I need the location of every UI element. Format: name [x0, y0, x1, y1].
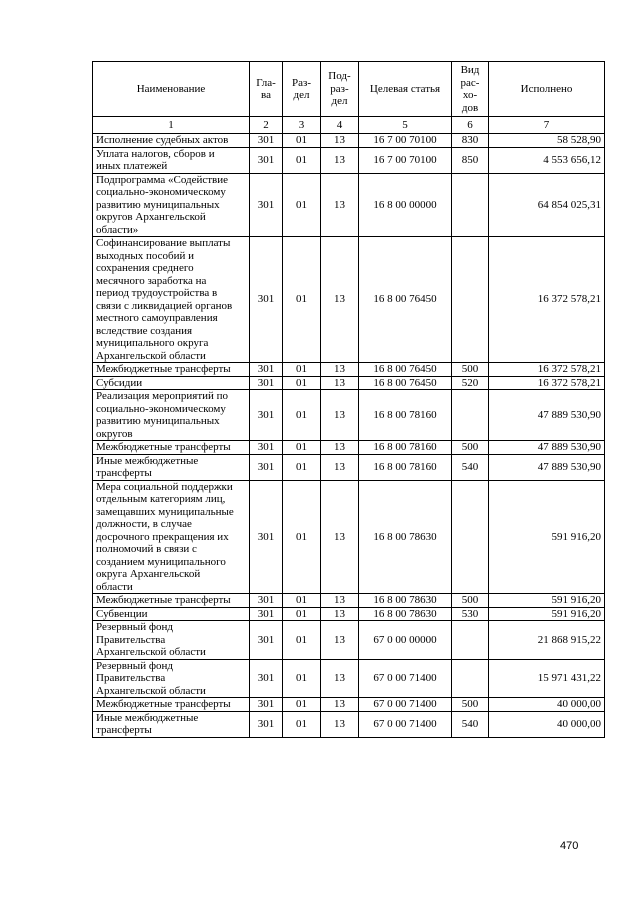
row-name: Уплата налогов, сборов и иных платежей — [93, 147, 250, 173]
row-amount: 58 528,90 — [489, 134, 605, 148]
row-name: Субвенции — [93, 607, 250, 621]
row-amount: 40 000,00 — [489, 711, 605, 737]
table-row — [93, 376, 605, 390]
row-razdel: 01 — [283, 594, 321, 608]
row-razdel: 01 — [283, 480, 321, 594]
row-statya: 16 8 00 78160 — [359, 441, 452, 455]
budget-execution-table — [92, 61, 605, 738]
row-vid — [452, 480, 489, 594]
row-glava: 301 — [250, 607, 283, 621]
row-amount: 47 889 530,90 — [489, 441, 605, 455]
row-name: Иные межбюджетные трансферты — [93, 711, 250, 737]
row-vid: 500 — [452, 594, 489, 608]
row-podrazdel: 13 — [321, 698, 359, 712]
row-glava: 301 — [250, 594, 283, 608]
row-podrazdel: 13 — [321, 607, 359, 621]
row-glava: 301 — [250, 390, 283, 441]
row-podrazdel: 13 — [321, 147, 359, 173]
column-number: 7 — [489, 117, 605, 134]
table-row — [93, 173, 605, 237]
row-name: Иные межбюджетные трансферты — [93, 454, 250, 480]
row-podrazdel: 13 — [321, 480, 359, 594]
row-glava: 301 — [250, 173, 283, 237]
page-number: 470 — [560, 840, 579, 852]
row-amount: 40 000,00 — [489, 698, 605, 712]
row-podrazdel: 13 — [321, 376, 359, 390]
row-podrazdel: 13 — [321, 659, 359, 698]
row-podrazdel: 13 — [321, 454, 359, 480]
table-row — [93, 454, 605, 480]
header-cell-razdel: Раз- дел — [283, 62, 321, 117]
row-vid: 520 — [452, 376, 489, 390]
table-row — [93, 607, 605, 621]
row-vid: 850 — [452, 147, 489, 173]
row-glava: 301 — [250, 621, 283, 660]
row-name: Межбюджетные трансферты — [93, 441, 250, 455]
row-amount: 47 889 530,90 — [489, 454, 605, 480]
row-amount: 591 916,20 — [489, 480, 605, 594]
row-podrazdel: 13 — [321, 390, 359, 441]
row-name: Межбюджетные трансферты — [93, 594, 250, 608]
header-cell-vid: Вид рас- хо- дов — [452, 62, 489, 117]
table-row — [93, 698, 605, 712]
row-vid: 500 — [452, 363, 489, 377]
row-vid — [452, 659, 489, 698]
table-body — [93, 134, 605, 738]
row-podrazdel: 13 — [321, 173, 359, 237]
row-amount: 64 854 025,31 — [489, 173, 605, 237]
row-name: Субсидии — [93, 376, 250, 390]
row-glava: 301 — [250, 698, 283, 712]
row-statya: 16 8 00 76450 — [359, 237, 452, 363]
column-number: 2 — [250, 117, 283, 134]
table-row — [93, 390, 605, 441]
header-cell-amount: Исполнено — [489, 62, 605, 117]
row-vid: 530 — [452, 607, 489, 621]
row-glava: 301 — [250, 441, 283, 455]
row-amount: 15 971 431,22 — [489, 659, 605, 698]
table-row — [93, 134, 605, 148]
row-statya: 67 0 00 71400 — [359, 698, 452, 712]
row-amount: 591 916,20 — [489, 594, 605, 608]
row-vid: 540 — [452, 711, 489, 737]
column-number-row — [93, 117, 605, 134]
row-statya: 16 8 00 76450 — [359, 376, 452, 390]
row-statya: 67 0 00 71400 — [359, 659, 452, 698]
row-amount: 16 372 578,21 — [489, 363, 605, 377]
row-razdel: 01 — [283, 607, 321, 621]
row-amount: 16 372 578,21 — [489, 237, 605, 363]
row-amount: 21 868 915,22 — [489, 621, 605, 660]
row-podrazdel: 13 — [321, 594, 359, 608]
row-razdel: 01 — [283, 441, 321, 455]
table-header-row — [93, 62, 605, 117]
row-razdel: 01 — [283, 376, 321, 390]
row-razdel: 01 — [283, 363, 321, 377]
table-row — [93, 147, 605, 173]
row-razdel: 01 — [283, 173, 321, 237]
row-statya: 67 0 00 71400 — [359, 711, 452, 737]
row-name: Резервный фонд Правительства Архангельской области — [93, 621, 250, 660]
header-cell-statya: Целевая статья — [359, 62, 452, 117]
row-podrazdel: 13 — [321, 363, 359, 377]
row-razdel: 01 — [283, 711, 321, 737]
table-row — [93, 594, 605, 608]
row-amount: 47 889 530,90 — [489, 390, 605, 441]
row-amount: 16 372 578,21 — [489, 376, 605, 390]
row-statya: 16 8 00 78630 — [359, 480, 452, 594]
row-statya: 16 8 00 78160 — [359, 390, 452, 441]
row-glava: 301 — [250, 659, 283, 698]
row-glava: 301 — [250, 376, 283, 390]
table-row — [93, 363, 605, 377]
row-podrazdel: 13 — [321, 237, 359, 363]
column-number: 3 — [283, 117, 321, 134]
row-statya: 16 7 00 70100 — [359, 147, 452, 173]
column-number: 1 — [93, 117, 250, 134]
header-cell-podrazdel: Под- раз- дел — [321, 62, 359, 117]
row-razdel: 01 — [283, 659, 321, 698]
row-statya: 16 8 00 76450 — [359, 363, 452, 377]
row-name: Резервный фонд Правительства Архангельской области — [93, 659, 250, 698]
row-razdel: 01 — [283, 621, 321, 660]
row-podrazdel: 13 — [321, 441, 359, 455]
row-podrazdel: 13 — [321, 134, 359, 148]
row-name: Подпрограмма «Содействие социально-экономическому развитию муниципальных округов Архангельской области» — [93, 173, 250, 237]
row-podrazdel: 13 — [321, 621, 359, 660]
row-razdel: 01 — [283, 454, 321, 480]
row-vid: 830 — [452, 134, 489, 148]
row-glava: 301 — [250, 454, 283, 480]
row-glava: 301 — [250, 147, 283, 173]
row-glava: 301 — [250, 480, 283, 594]
row-name: Реализация мероприятий по социально-экономическому развитию муниципальных округов — [93, 390, 250, 441]
row-name: Мера социальной поддержки отдельным категориям лиц, замещавших муниципальные должности, в случае досрочного прекращения их полномочий в связи с созданием муниципального округа Архангельской области — [93, 480, 250, 594]
row-name: Исполнение судебных актов — [93, 134, 250, 148]
row-vid — [452, 390, 489, 441]
row-name: Межбюджетные трансферты — [93, 363, 250, 377]
row-razdel: 01 — [283, 390, 321, 441]
row-statya: 67 0 00 00000 — [359, 621, 452, 660]
row-vid: 540 — [452, 454, 489, 480]
row-vid — [452, 237, 489, 363]
row-glava: 301 — [250, 134, 283, 148]
table-row — [93, 621, 605, 660]
row-vid: 500 — [452, 441, 489, 455]
row-glava: 301 — [250, 711, 283, 737]
header-cell-glava: Гла- ва — [250, 62, 283, 117]
row-razdel: 01 — [283, 237, 321, 363]
table-row — [93, 480, 605, 594]
table-row — [93, 237, 605, 363]
row-glava: 301 — [250, 237, 283, 363]
row-razdel: 01 — [283, 134, 321, 148]
row-vid: 500 — [452, 698, 489, 712]
row-statya: 16 8 00 78630 — [359, 607, 452, 621]
column-number: 4 — [321, 117, 359, 134]
column-number: 6 — [452, 117, 489, 134]
column-number: 5 — [359, 117, 452, 134]
table-row — [93, 441, 605, 455]
row-name: Межбюджетные трансферты — [93, 698, 250, 712]
row-razdel: 01 — [283, 698, 321, 712]
row-razdel: 01 — [283, 147, 321, 173]
row-vid — [452, 173, 489, 237]
table-row — [93, 711, 605, 737]
row-amount: 4 553 656,12 — [489, 147, 605, 173]
row-statya: 16 8 00 00000 — [359, 173, 452, 237]
row-statya: 16 7 00 70100 — [359, 134, 452, 148]
table-row — [93, 659, 605, 698]
row-statya: 16 8 00 78630 — [359, 594, 452, 608]
row-vid — [452, 621, 489, 660]
row-podrazdel: 13 — [321, 711, 359, 737]
row-statya: 16 8 00 78160 — [359, 454, 452, 480]
row-amount: 591 916,20 — [489, 607, 605, 621]
header-cell-name: Наименование — [93, 62, 250, 117]
row-name: Софинансирование выплаты выходных пособий и сохранения среднего месячного заработка на период трудоустройства в связи с ликвидацией органов местного самоуправления вследствие создания муниципального округа Архангельской области — [93, 237, 250, 363]
row-glava: 301 — [250, 363, 283, 377]
